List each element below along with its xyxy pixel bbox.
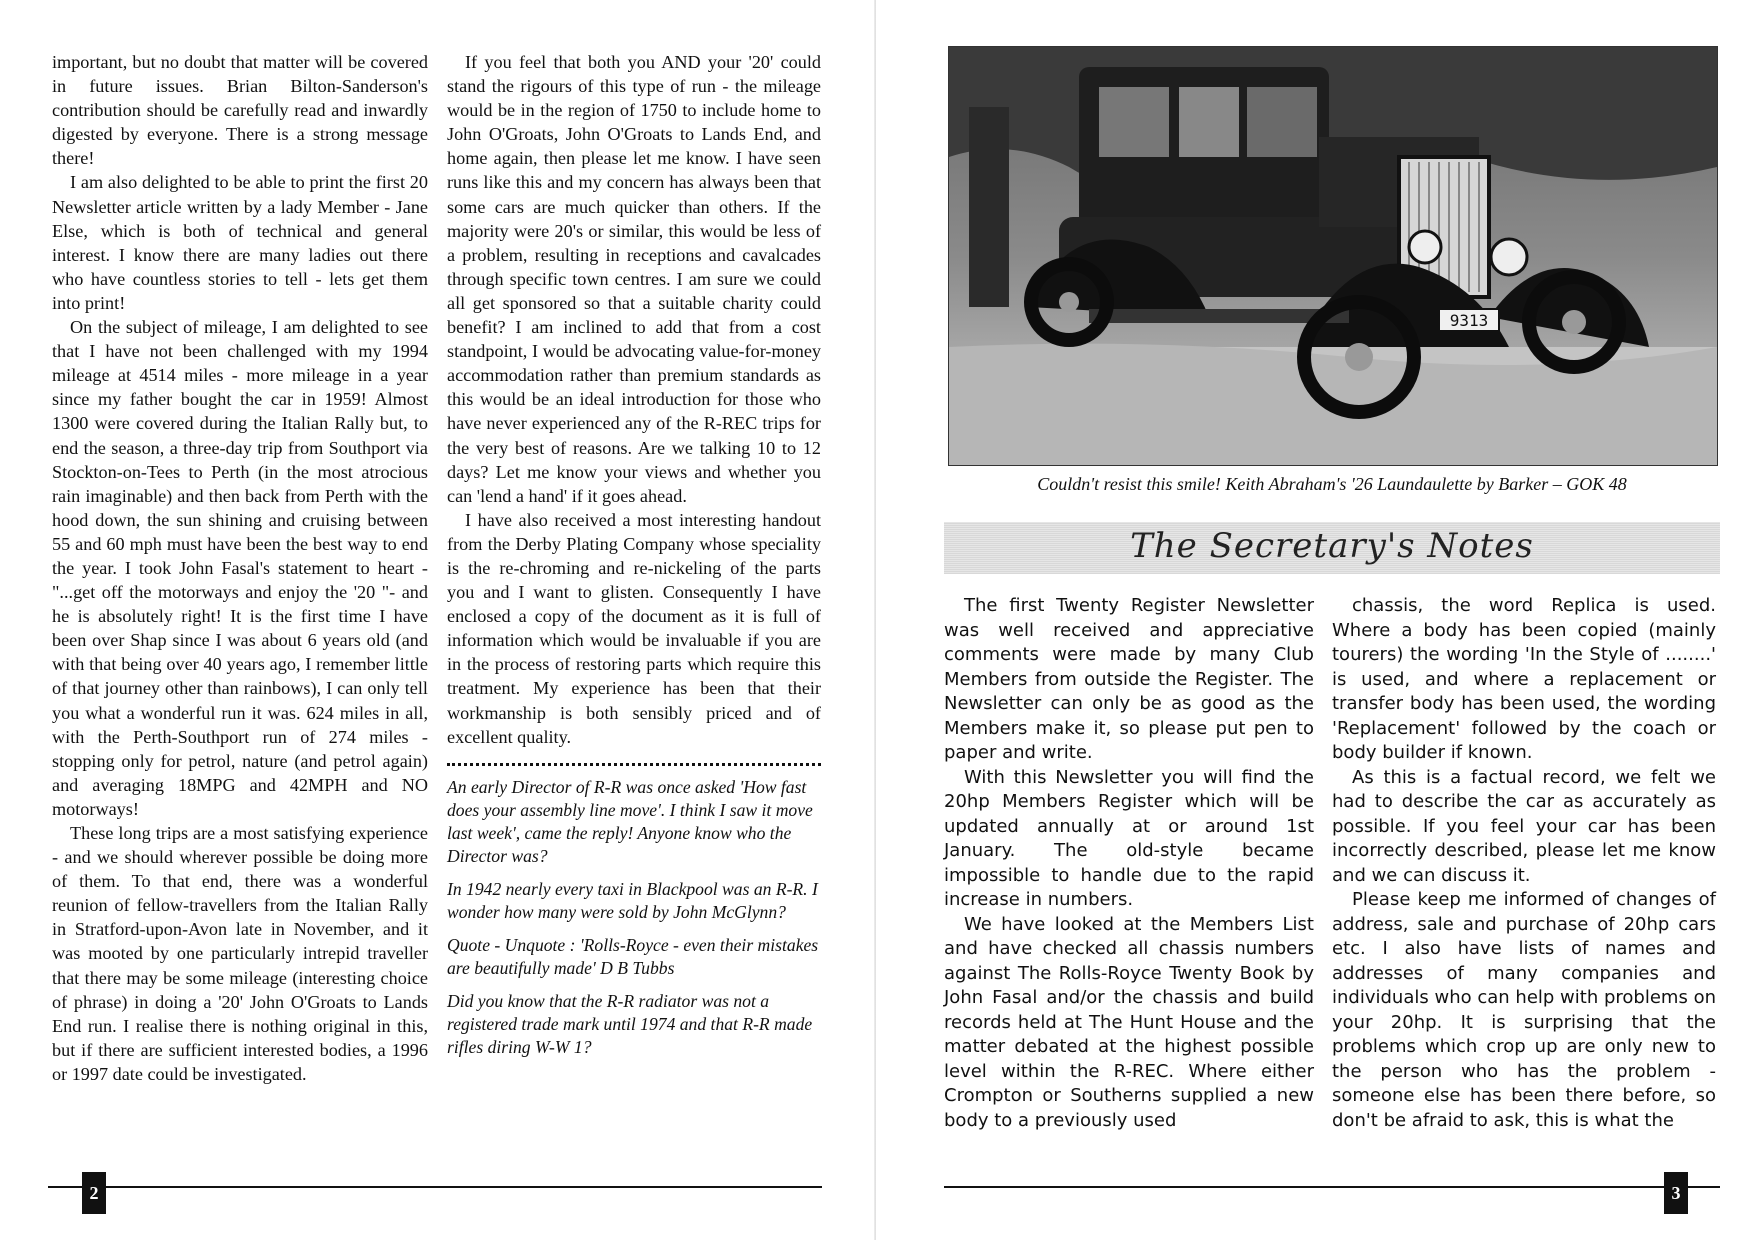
paragraph: On the subject of mileage, I am delighted to see that I have not been challenged with my 1994 mileage at 4514 miles - more mileage in a year since my father bought the car in 1959! Almost 1300 were covered during the Italian Rally but, to end the season, a three-day trip from Southport via Stockton-on-Tees to Perth (in the most atrocious rain imaginable) and then back from Perth with the hood down, the sun shining and cruising between 55 and 60 mph must have been the best way to end the year. I took John Fasal's statement to heart - "...get off the motorways and enjoy the '20 "- and he is absolutely right! It is the first time I have been over Shap since I was about 6 years old (and with that being over 40 years ago, I remember little of that journey other than rainbows), I can only tell you what a wonderful run it was. 624 miles in all, with the Perth-Southport run of 274 miles - stopping only for petrol, nature (and petrol again) and averaging 18MPG and 42MPH and NO motorways!: [52, 317, 428, 819]
paragraph: important, but no doubt that matter will be covered in future issues. Brian Bilton-Sanderson's contribution should be carefully read and inwardly digested by everyone. There is a strong message there!: [52, 52, 428, 169]
trivia-note: An early Director of R-R was once asked 'How fast does your assembly line move'. I think I saw it move last week', came the reply! Anyone know who the Director was?: [447, 776, 813, 866]
paragraph: As this is a factual record, we felt we had to describe the car as accurately as possible. If you feel your car has been incorrectly described, please let me know and we can discuss it.: [1332, 766, 1716, 886]
trivia-note: Did you know that the R-R radiator was not a registered trade mark until 1974 and that R-R made rifles diring W-W 1?: [447, 990, 813, 1057]
secretary-notes-column-1: [944, 594, 1314, 1133]
page-number: 2: [82, 1172, 106, 1214]
footer-rule: [944, 1186, 1720, 1188]
paragraph: I have also received a most interesting handout from the Derby Plating Company whose speciality is the re-chroming and re-nickeling of the parts you and I want to glisten. Consequently I have enclosed a copy of the document as it is full of information which would be invaluable if you are in the process of restoring parts which require this treatment. My experience has been that their workmanship is both sensibly priced and of excellent quality.: [447, 509, 821, 747]
dotted-divider: [447, 763, 821, 766]
section-title: The Secretary's Notes: [1130, 526, 1534, 566]
article-column-1: [52, 50, 428, 1086]
paragraph: These long trips are a most satisfying experience - and we should wherever possible be doing more of them. To that end, there was a wonderful reunion of fellow-travellers from the Italian Rally in Stratford-upon-Avon late in November, and it was mooted by one particularly intrepid traveller that there may be some mileage (interesting choice of phrase) in doing a '20' John O'Groats to Lands End run. I realise there is nothing original in this, but if there are sufficient interested bodies, a 1996 or 1997 date could be investigated.: [52, 823, 428, 1084]
vintage-car-image: [949, 47, 1717, 465]
secretary-notes-column-2: [1332, 594, 1716, 1133]
paragraph: We have looked at the Members List and have checked all chassis numbers against The Rolls-Royce Twenty Book by John Fasal and/or the chassis and build records held at The Hunt House and the matter debated at the highest possible level within the R-REC. Where either Crompton or Southerns supplied a new body to a previously used: [944, 913, 1314, 1131]
footer-rule: [48, 1186, 822, 1188]
article-column-2: [447, 50, 821, 1069]
trivia-note: Quote - Unquote : 'Rolls-Royce - even their mistakes are beautifully made' D B Tubbs: [447, 934, 819, 978]
paragraph: With this Newsletter you will find the 20hp Members Register which will be updated annually at or around 1st January. The old-style became impossible to handle due to the rapid increase in numbers.: [944, 766, 1314, 910]
paragraph: chassis, the word Replica is used. Where a body has been copied (mainly tourers) the wording 'In the Style of ........' is used, and where a replacement or transfer body has been used, the wording 'Replacement' followed by the coach or body builder if known.: [1332, 595, 1716, 763]
paragraph: Please keep me informed of changes of address, sale and purchase of 20hp cars etc. I also have lists of names and addresses of many companies and individuals who can help with problems on your 20hp. It is surprising that the problems which crop up are only new to the person who has the problem - someone else has been there before, so don't be afraid to ask, this is what the: [1332, 889, 1716, 1131]
photo-caption: Couldn't resist this smile! Keith Abraham's '26 Laundaulette by Barker – GOK 48: [1037, 474, 1627, 494]
page-number: 3: [1664, 1172, 1688, 1214]
paragraph: I am also delighted to be able to print the first 20 Newsletter article written by a lady Member - Jane Else, which is both of technical and general interest. I know there are many ladies out there who have countless stories to tell - lets get them into print!: [52, 172, 428, 313]
section-banner: [944, 522, 1720, 574]
trivia-note: In 1942 nearly every taxi in Blackpool was an R-R. I wonder how many were sold by John McGlynn?: [447, 878, 818, 922]
paragraph: The first Twenty Register Newsletter was well received and appreciative comments were made by many Club Members from outside the Register. The Newsletter can only be as good as the Members make it, so please put pen to paper and write.: [944, 595, 1314, 763]
paragraph: If you feel that both you AND your '20' could stand the rigours of this type of run - the mileage would be in the region of 1750 to include home to John O'Groats, John O'Groats to Lands End, and home again, then please let me know. I have seen runs like this and my concern has always been that some cars are much quicker than others. If the majority were 20's or similar, this would be less of a problem, resulting in receptions and cavalcades through specific town centres. I am sure we could all get sponsored so that a suitable charity could benefit? I am inclined to add that from a cost standpoint, I would be advocating value-for-money accommodation rather than premium standards as this would be an ideal introduction for those who have never experienced any of the R-REC trips for the very best of reasons. Are we talking 10 to 12 days? Let me know your views and whether you can 'lend a hand' if it goes ahead.: [447, 52, 821, 506]
number-plate: 9313: [1449, 311, 1489, 330]
car-photo: [948, 46, 1718, 466]
